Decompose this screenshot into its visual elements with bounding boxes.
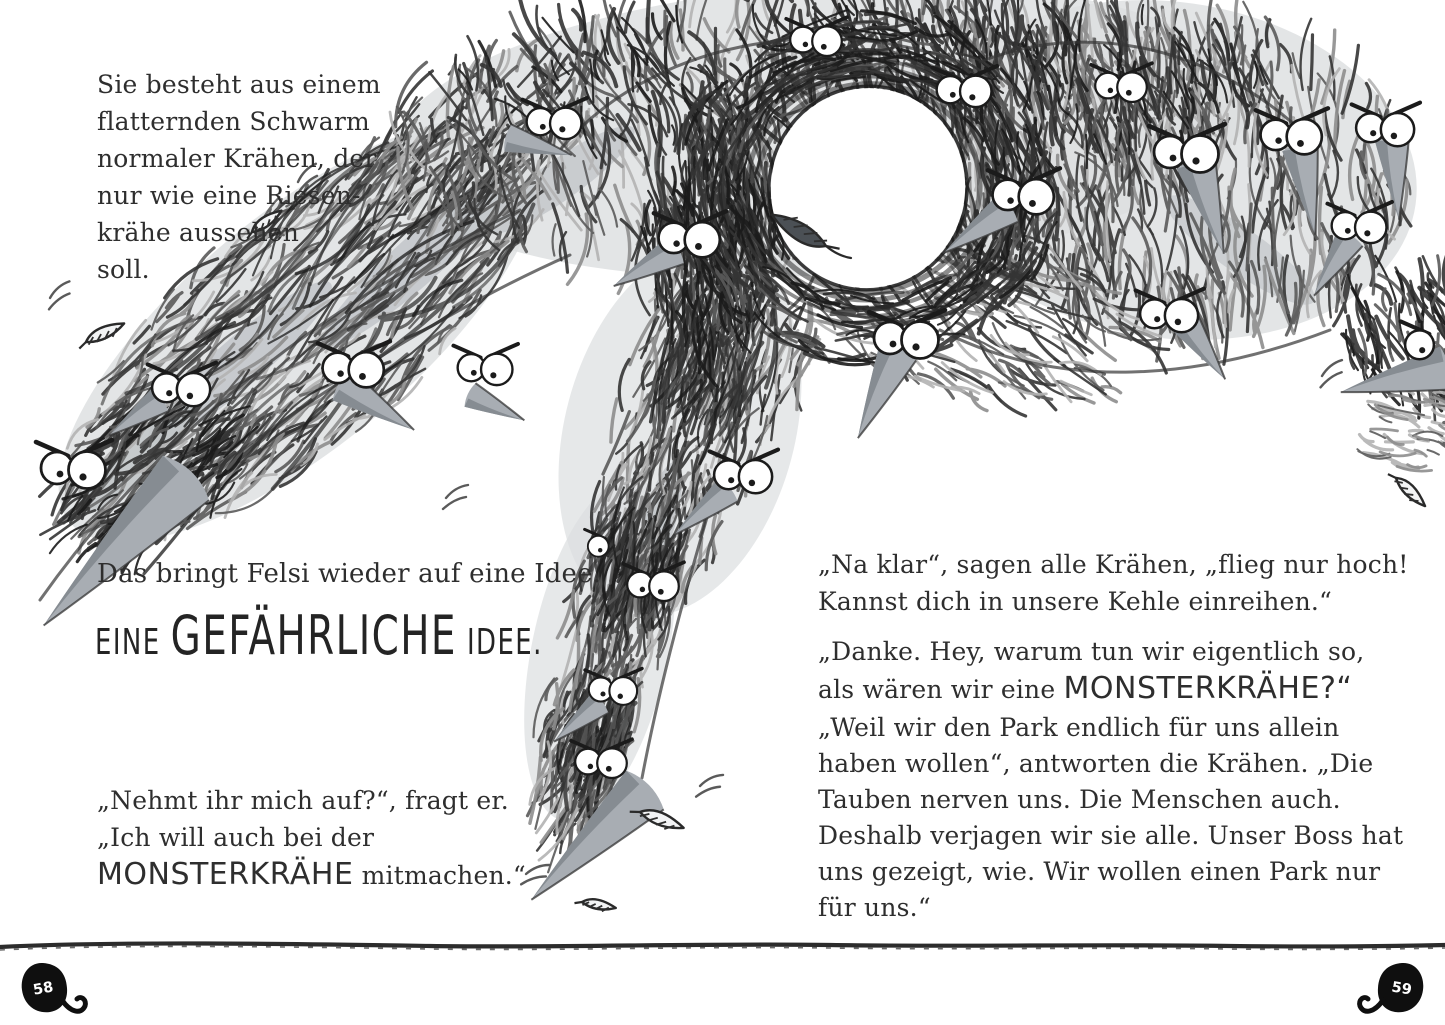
text-line bbox=[818, 670, 1364, 707]
monsterkraehe-word: MONSTERKRÄHE bbox=[97, 857, 354, 892]
dangerous-idea-headline bbox=[95, 604, 543, 667]
page-number-left bbox=[22, 963, 86, 1012]
text-line: Sie besteht aus einem bbox=[97, 70, 381, 99]
headline-word: EINE bbox=[95, 622, 161, 663]
text-line: „Weil wir den Park endlich für uns allein bbox=[818, 713, 1340, 742]
text-span: als wären wir eine bbox=[818, 675, 1064, 704]
headline-word: IDEE. bbox=[466, 622, 543, 663]
text-line: normaler Krähen, der bbox=[97, 144, 377, 173]
idea-sentence: Das bringt Felsi wieder auf eine Idee. bbox=[97, 559, 602, 589]
text-line: krähe aussehen bbox=[97, 218, 300, 247]
intro-paragraph bbox=[97, 66, 381, 288]
text-line: „Ich will auch bei der bbox=[97, 823, 375, 852]
page-number-right bbox=[1360, 963, 1424, 1012]
text-line: Deshalb verjagen wir sie alle. Unser Boss hat bbox=[818, 821, 1404, 850]
text-line bbox=[97, 856, 526, 893]
reply-paragraph-2 bbox=[818, 633, 1364, 707]
text-line: Kannst dich in unsere Kehle einreihen.“ bbox=[818, 587, 1333, 616]
text-line: nur wie eine Riesen- bbox=[97, 181, 361, 210]
text-line: für uns.“ bbox=[818, 893, 931, 922]
text-line: flatternden Schwarm bbox=[97, 107, 370, 136]
page-number-left-label: 58 bbox=[31, 979, 55, 999]
text-line: haben wollen“, antworten die Krähen. „Die bbox=[818, 749, 1374, 778]
text-line: „Na klar“, sagen alle Krähen, „flieg nur hoch! bbox=[818, 550, 1409, 579]
headline-word-emphasis: GEFÄHRLICHE bbox=[170, 604, 457, 667]
reply-paragraph-1 bbox=[818, 546, 1409, 620]
reply-paragraph-3 bbox=[818, 710, 1403, 926]
text-line: „Nehmt ihr mich auf?“, fragt er. bbox=[97, 786, 509, 815]
text-line: Tauben nerven uns. Die Menschen auch. bbox=[818, 785, 1341, 814]
text-span: mitmachen.“ bbox=[353, 861, 526, 890]
text-line: uns gezeigt, wie. Wir wollen einen Park nur bbox=[818, 857, 1381, 886]
monsterkraehe-word: MONSTERKRÄHE?“ bbox=[1063, 671, 1353, 706]
text-line: soll. bbox=[97, 255, 150, 284]
text-line: „Danke. Hey, warum tun wir eigentlich so, bbox=[818, 637, 1365, 666]
page-number-right-label: 59 bbox=[1390, 979, 1413, 999]
ask-paragraph bbox=[97, 782, 526, 893]
